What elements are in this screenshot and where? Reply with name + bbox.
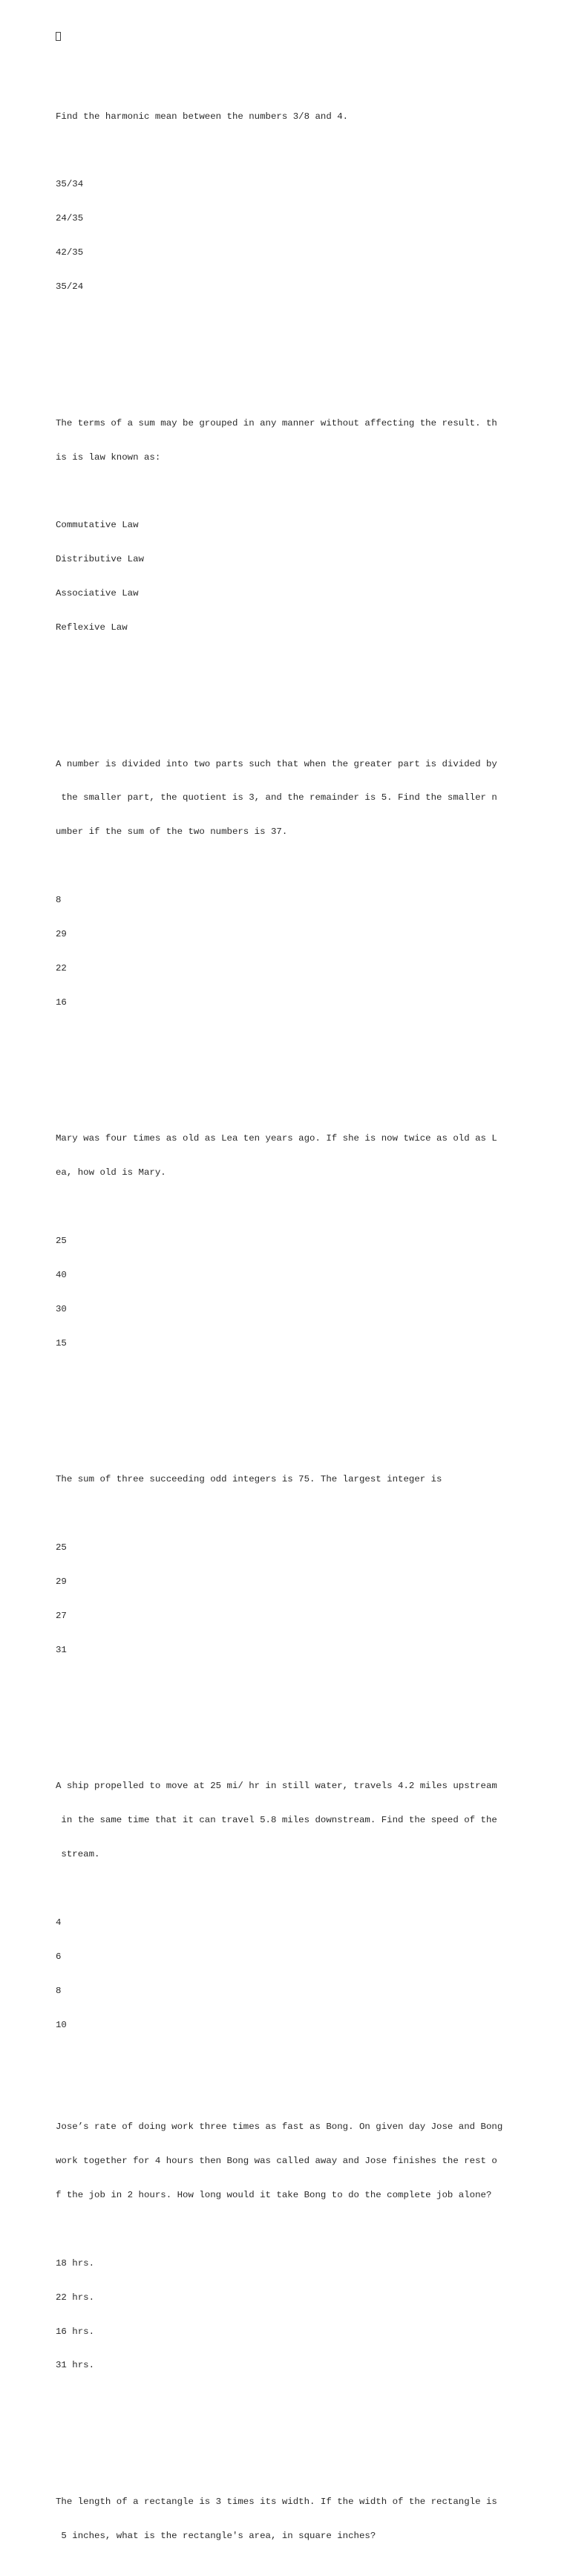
question-block — [56, 1758, 560, 2054]
answer-option: 10 — [56, 2019, 67, 2030]
answer-option: 31 — [56, 1644, 67, 1655]
question-line: The length of a rectangle is 3 times its width. If the width of the rectangle is — [56, 2497, 497, 2508]
answer-option: 8 — [56, 895, 62, 906]
question-line: ea, how old is Mary. — [56, 1167, 166, 1178]
answer-option: Associative Law — [56, 588, 139, 599]
answer-option: 15 — [56, 1337, 67, 1349]
question-block — [56, 1111, 560, 1372]
answer-option: 29 — [56, 929, 67, 940]
question-line: 5 inches, what is the rectangle's area, in square inches? — [56, 2530, 376, 2541]
question-line: umber if the sum of the two numbers is 37. — [56, 826, 288, 838]
question-line: is is law known as: — [56, 451, 161, 463]
question-block — [56, 2099, 560, 2395]
question-line: Find the harmonic mean between the numbers 3/8 and 4. — [56, 111, 349, 122]
answer-option: 27 — [56, 1610, 67, 1621]
answer-option: Commutative Law — [56, 520, 139, 531]
answer-option: 31 hrs. — [56, 2360, 95, 2371]
question-block — [56, 2474, 560, 2564]
question-line: the smaller part, the quotient is 3, and the remainder is 5. Find the smaller n — [56, 792, 497, 803]
answer-option: 22 hrs. — [56, 2292, 95, 2303]
answer-option: 4 — [56, 1917, 62, 1928]
document-body — [56, 9, 560, 2576]
question-line: Jose’s rate of doing work three times as fast as Bong. On given day Jose and Bong — [56, 2122, 503, 2133]
question-line: A number is divided into two parts such that when the greater part is divided by — [56, 758, 497, 769]
question-block — [56, 736, 560, 1031]
answer-option: 25 — [56, 1236, 67, 1247]
missing-glyph-icon — [56, 32, 560, 43]
answer-option: 25 — [56, 1542, 67, 1553]
question-line: in the same time that it can travel 5.8 miles downstream. Find the speed of the — [56, 1815, 497, 1826]
answer-option: 16 hrs. — [56, 2326, 95, 2337]
question-line: work together for 4 hours then Bong was called away and Jose finishes the rest o — [56, 2156, 497, 2167]
answer-option: 29 — [56, 1576, 67, 1587]
answer-option: 22 — [56, 962, 67, 974]
question-block — [56, 1452, 560, 1679]
answer-option: 18 hrs. — [56, 2257, 95, 2269]
question-line: stream. — [56, 1849, 100, 1860]
question-line: Mary was four times as old as Lea ten years ago. If she is now twice as old as L — [56, 1133, 497, 1144]
question-line: The sum of three succeeding odd integers is 75. The largest integer is — [56, 1474, 442, 1485]
question-line: A ship propelled to move at 25 mi/ hr in still water, travels 4.2 miles upstream — [56, 1781, 497, 1792]
answer-option: 8 — [56, 1985, 62, 1996]
answer-option: 42/35 — [56, 247, 84, 258]
answer-option: 6 — [56, 1951, 62, 1962]
question-block — [56, 88, 560, 316]
answer-option: Reflexive Law — [56, 622, 128, 633]
answer-option: 24/35 — [56, 213, 84, 224]
answer-option: 35/24 — [56, 281, 84, 293]
question-block — [56, 395, 560, 656]
answer-option: 16 — [56, 997, 67, 1008]
answer-option: Distributive Law — [56, 554, 144, 565]
answer-option: 35/34 — [56, 179, 84, 190]
question-line: f the job in 2 hours. How long would it take Bong to do the complete job alone? — [56, 2190, 492, 2200]
answer-option: 40 — [56, 1269, 67, 1280]
answer-option: 30 — [56, 1303, 67, 1314]
question-line: The terms of a sum may be grouped in any manner without affecting the result. th — [56, 417, 497, 428]
